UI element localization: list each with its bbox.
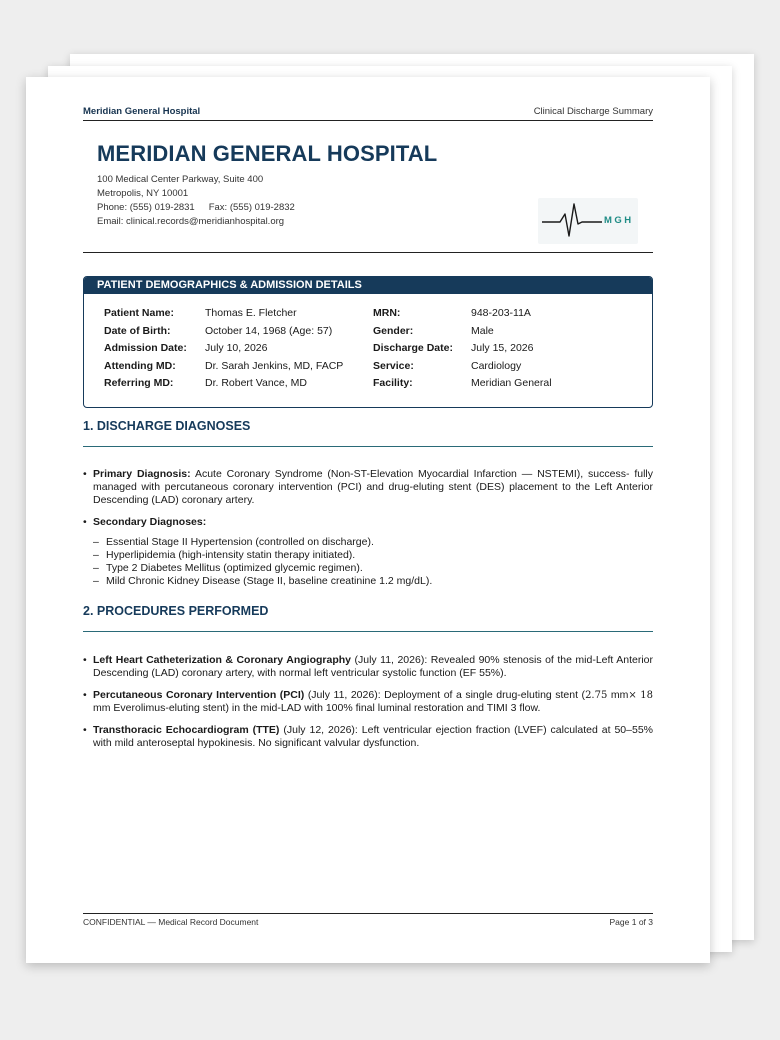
demographics-row [104, 360, 581, 378]
procedure-item [83, 689, 653, 715]
running-header [83, 106, 653, 121]
unit-mm: mm [610, 689, 629, 701]
procedure-text-a: (July 11, 2026): Deployment of a single drug-eluting stent ( [307, 689, 586, 701]
hospital-name: MERIDIAN GENERAL HOSPITAL [97, 141, 438, 166]
section-divider [83, 631, 653, 632]
field-label: Service: [373, 359, 414, 372]
field-value: Cardiology [471, 359, 522, 372]
primary-diagnosis-text: Acute Coronary Syndrome (Non-ST-Elevation Myocardial Infarction — NSTEMI), success- fully managed with percutaneous coronary intervention (PCI) and drug-eluting stent (DES) placement to the Left Anterior Descending (LAD) coronary artery. [93, 468, 653, 506]
stent-diameter: 2.75 [585, 690, 608, 701]
section-title-diagnoses: 1. DISCHARGE DIAGNOSES [83, 419, 251, 433]
field-value: Thomas E. Fletcher [205, 307, 297, 319]
primary-diagnosis-label: Primary Diagnosis: [93, 468, 191, 480]
stent-length: 18 [640, 690, 654, 701]
header-divider [83, 252, 653, 253]
list-item: – Mild Chronic Kidney Disease (Stage II, baseline creatinine 1.2 mg/dL). [83, 575, 653, 588]
field-label: Admission Date: [104, 342, 187, 354]
field-value: Dr. Sarah Jenkins, MD, FACP [205, 359, 344, 372]
procedure-text: (July 11, 2026): Revealed 90% stenosis of the mid-Left Anterior Descending (LAD) coronary artery, with normal left ventricular systolic function (EF 55%). [93, 654, 654, 679]
demographics-row [104, 307, 581, 325]
procedure-item [83, 654, 653, 680]
address-line-2: Metropolis, NY 10001 [97, 188, 189, 199]
field-value: Dr. Robert Vance, MD [205, 377, 307, 389]
document-page [26, 77, 710, 963]
hospital-logo [538, 198, 638, 244]
page-number: Page 1 of 3 [609, 917, 653, 927]
list-item: – Type 2 Diabetes Mellitus (optimized glycemic regimen). [83, 562, 653, 575]
running-header-right: Clinical Discharge Summary [533, 106, 653, 117]
phone-number: Phone: (555) 019-2831 [97, 202, 195, 213]
contact-line [97, 201, 295, 215]
secondary-diagnoses-label: Secondary Diagnoses: [93, 516, 207, 528]
primary-diagnosis-item [83, 468, 653, 507]
procedure-text: (July 12, 2026): Left ventricular ejection fraction (LVEF) calculated at 50–55% with mild anteroseptal hypokinesis. No significant valvular dysfunction. [93, 724, 653, 749]
demographics-row [104, 325, 581, 343]
list-item: – Hyperlipidemia (high-intensity statin therapy initiated). [83, 549, 653, 562]
demographics-row [104, 377, 581, 395]
procedure-text-b: mm Everolimus-eluting stent) in the mid-LAD with 100% final luminal restoration and TIMI 3 flow. [93, 702, 541, 714]
list-item: – Essential Stage II Hypertension (controlled on discharge). [83, 536, 653, 549]
field-value: July 10, 2026 [205, 342, 268, 354]
times-symbol: × [628, 690, 637, 701]
procedures-content [83, 654, 653, 750]
secondary-diagnoses-list [83, 536, 653, 588]
address-line-1: 100 Medical Center Parkway, Suite 400 [97, 174, 264, 185]
field-label: Date of Birth: [104, 324, 171, 337]
field-value: Meridian General [471, 377, 552, 389]
demographics-row [104, 342, 581, 360]
procedure-label: Left Heart Catheterization & Coronary Angiography [93, 654, 351, 666]
hospital-address [97, 173, 295, 229]
diagnoses-content [83, 468, 653, 588]
field-label: Attending MD: [104, 359, 176, 372]
field-value: July 15, 2026 [471, 342, 534, 354]
field-label: Referring MD: [104, 377, 174, 389]
field-value: 948-203-11A [471, 307, 531, 319]
demographics-box [83, 276, 653, 408]
procedure-label: Percutaneous Coronary Intervention (PCI) [93, 689, 305, 701]
demographics-grid [104, 307, 581, 395]
logo-text: MGH [604, 215, 634, 226]
field-label: Discharge Date: [373, 342, 453, 354]
running-header-left: Meridian General Hospital [83, 106, 201, 117]
field-label: Gender: [373, 324, 414, 337]
demographics-title: PATIENT DEMOGRAPHICS & ADMISSION DETAILS [84, 277, 652, 294]
field-label: Facility: [373, 377, 413, 389]
field-value: Male [471, 324, 494, 337]
footer-confidential: CONFIDENTIAL — Medical Record Document [83, 917, 259, 927]
page-footer [83, 913, 653, 927]
section-divider [83, 446, 653, 447]
section-title-procedures: 2. PROCEDURES PERFORMED [83, 604, 269, 618]
field-label: Patient Name: [104, 307, 175, 319]
procedure-item [83, 724, 653, 750]
field-label: MRN: [373, 307, 401, 319]
email-address: Email: clinical.records@meridianhospital.org [97, 216, 285, 227]
fax-number: Fax: (555) 019-2832 [208, 202, 295, 213]
secondary-diagnoses-item [83, 516, 653, 529]
field-value: October 14, 1968 (Age: 57) [205, 324, 333, 337]
procedure-label: Transthoracic Echocardiogram (TTE) [93, 724, 280, 736]
